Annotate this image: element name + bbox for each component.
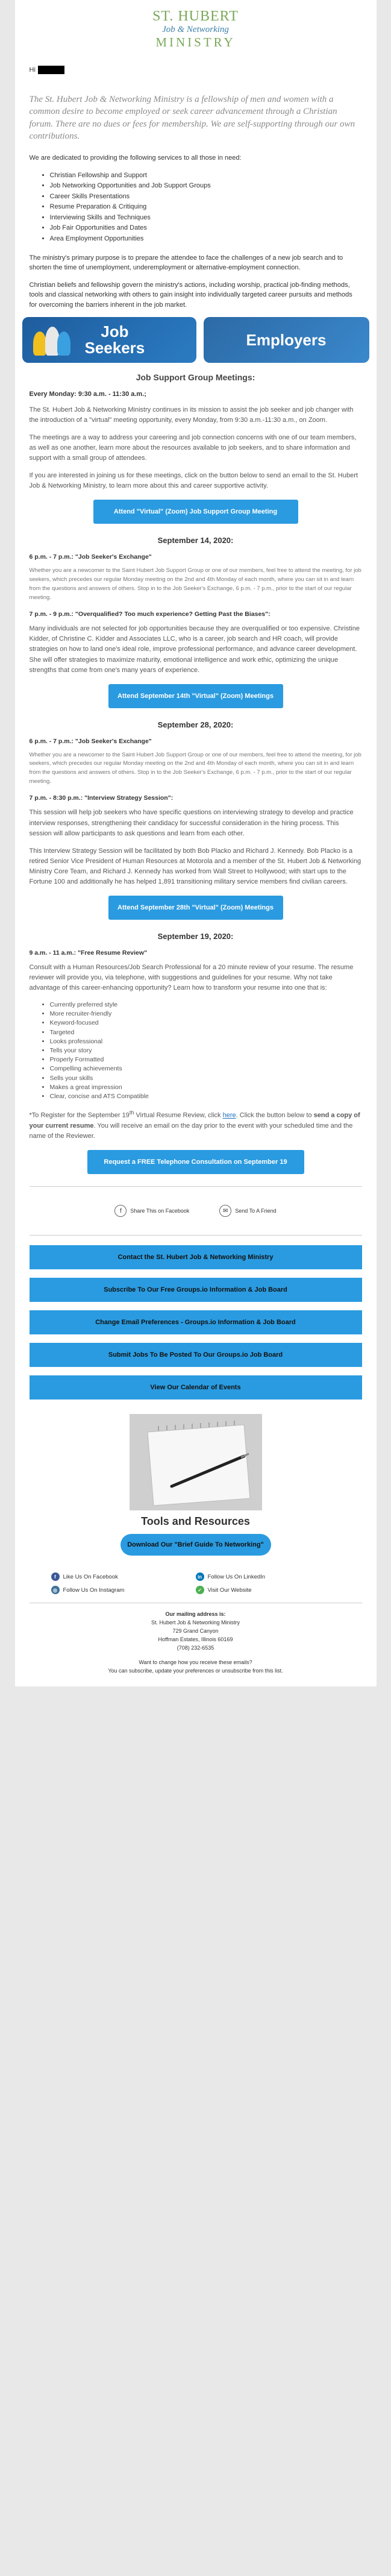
send-to-friend-label: Send To A Friend <box>235 1208 277 1214</box>
event-title: 7 p.m. - 8:30 p.m.: "Interview Strategy Session": <box>29 794 174 802</box>
register-text-b: Virtual Resume Review, click <box>134 1112 223 1119</box>
footer-line: (708) 232-6535 <box>177 1644 214 1651</box>
greeting: Hi <box>29 66 36 74</box>
support-schedule <box>30 391 362 398</box>
support-paragraph-2: The meetings are a way to address your careering and job connection concerns with one of our team members, as well as one another, learn more about the resources available to job seekers, and to share information and support with a small group of attendees. <box>29 434 357 462</box>
banner <box>15 317 377 363</box>
list-item: • Area Employment Opportunities <box>50 234 362 245</box>
job-seekers-banner[interactable] <box>22 317 196 363</box>
footer-address-label: Our mailing address is: <box>165 1611 226 1618</box>
list-item: • Targeted <box>50 1028 362 1037</box>
employers-label: Employers <box>246 330 327 349</box>
logo-line-1: ST. HUBERT <box>152 8 239 24</box>
change-preferences-button[interactable]: Change Email Preferences - Groups.io Information & Job Board <box>30 1310 362 1334</box>
people-icon <box>31 323 73 357</box>
instagram-link[interactable] <box>51 1586 196 1594</box>
employers-banner[interactable] <box>204 317 369 363</box>
logo-line-3: MINISTRY <box>155 35 236 49</box>
event-title: 9 a.m. - 11 a.m.: "Free Resume Review" <box>29 949 148 957</box>
date-heading-sep28: September 28, 2020: <box>157 720 234 729</box>
list-item: • Compelling achievements <box>50 1064 362 1073</box>
beliefs-text: Christian beliefs and fellowship govern the ministry's actions, including worship, practical job-finding methods, tools and classical networking with others to gain insight into individually targeted career pursuits and methods for overcoming the barriers inherent in the job market. <box>29 281 352 309</box>
attend-sep28-button[interactable]: Attend September 28th "Virtual" (Zoom) Meetings <box>108 896 283 920</box>
submit-jobs-button[interactable]: Submit Jobs To Be Posted To Our Groups.io Job Board <box>30 1343 362 1367</box>
job-seekers-line2: Seekers <box>84 339 145 357</box>
list-item: • Properly Formatted <box>50 1055 362 1064</box>
list-item: • Currently preferred style <box>50 1001 362 1010</box>
envelope-icon: ✉ <box>219 1205 231 1217</box>
social-links <box>15 1568 377 1603</box>
list-item: • Sells your skills <box>50 1074 362 1083</box>
instagram-icon: ◎ <box>51 1586 60 1594</box>
share-facebook-label: Share This on Facebook <box>130 1208 190 1214</box>
instagram-link-label: Follow Us On Instagram <box>63 1586 125 1594</box>
date-heading-sep19: September 19, 2020: <box>157 931 234 941</box>
footer-change-text: Want to change how you receive these emails? <box>139 1659 252 1665</box>
event-description: Whether you are a newcomer to the Saint Hubert Job Support Group or one of our members, feel free to attend the meeting, for job seekers, which precedes our regular Monday meeting on the 2nd and 4th Monday of each month, where you can sit in and learn from the questions and answers of others. Stop in to the Job Seeker's Exchange, 6 p.m. - 7 p.m., prior to the start of our regular meeting. <box>29 751 361 785</box>
website-link[interactable] <box>196 1586 340 1594</box>
register-text-d: . You will receive an email on the day prior to the event with your scheduled time and the name of the Reviewer. <box>29 1122 353 1140</box>
resume-qualities-list <box>50 1001 362 1101</box>
event-description: This session will help job seekers who have specific questions on interviewing strategy to develop and practice interview responses, strengthening their candidacy for successful consideration in the hiring process. This session will allow participants to ask questions and learn from each other. <box>29 809 354 837</box>
list-item: • Makes a great impression <box>50 1083 362 1092</box>
event-title: 7 p.m. - 9 p.m.: "Overqualified? Too much experience? Getting Past the Biases": <box>29 611 271 618</box>
event-title: 6 p.m. - 7 p.m.: "Job Seeker's Exchange" <box>29 737 152 745</box>
intro-text: The St. Hubert Job & Networking Ministry is a fellowship of men and women with a common desire to become employed or seek career advancement through a Christian forum. There are no dues or fees for membership. We are self-supporting through our own contributions. <box>29 95 355 141</box>
linkedin-link[interactable] <box>196 1572 340 1581</box>
tools-title: Tools and Resources <box>141 1515 250 1528</box>
divider <box>30 1235 362 1236</box>
date-heading-sep14: September 14, 2020: <box>157 536 234 545</box>
share-facebook[interactable] <box>114 1205 189 1217</box>
event-description: This Interview Strategy Session will be facilitated by both Bob Placko and Richard J. Kennedy. Bob Placko is a retired Senior Vice President of Human Resources at Motorola and a member of the St. Hubert Job & Networking Ministry Core Team, and Richard J. Kennedy has worked from Wall Street to Hollywood; with start ups to the Fortune 100 and additionally he has helped 1,891 transitioning military service members find civilian careers. <box>29 847 361 885</box>
list-item: • Keyword-focused <box>50 1019 362 1028</box>
list-item: • Resume Preparation & Critiquing <box>50 202 362 213</box>
send-to-friend[interactable] <box>219 1205 276 1217</box>
footer-unsubscribe-text: You can subscribe, update your preferences or unsubscribe from this list. <box>108 1667 283 1674</box>
job-seekers-line1: Job <box>101 322 129 341</box>
attend-support-group-button[interactable]: Attend "Virtual" (Zoom) Job Support Group Meeting <box>93 500 298 524</box>
contact-ministry-button[interactable]: Contact the St. Hubert Job & Networking Ministry <box>30 1245 362 1269</box>
services-list <box>50 171 362 245</box>
link-icon: ✓ <box>196 1586 204 1594</box>
schedule-label: Every Monday: <box>29 391 77 398</box>
list-item: • Job Networking Opportunities and Job Support Groups <box>50 181 362 192</box>
register-here-link[interactable]: here <box>222 1112 236 1119</box>
services-intro: We are dedicated to providing the following services to all those in need: <box>29 154 242 162</box>
event-description: Consult with a Human Resources/Job Search Professional for a 20 minute review of your resume. The resume reviewer will provide you, via telephone, with suggestions and guidelines for your resume. Why not take advantage of this career-enhancing opportunity? Learn how to transform your resume into one that is: <box>29 963 354 991</box>
register-text-bold: send a copy of your current resume <box>29 1112 360 1130</box>
divider <box>30 1186 362 1187</box>
support-paragraph-3: If you are interested in joining us for these meetings, click on the button below to send an email to the St. Hubert Job & Networking Ministry, to learn more about this and career supportive activity. <box>29 472 358 490</box>
facebook-icon: f <box>51 1572 60 1581</box>
support-title: Job Support Group Meetings: <box>136 372 255 383</box>
event-title: 6 p.m. - 7 p.m.: "Job Seeker's Exchange" <box>29 553 152 561</box>
list-item: • Tells your story <box>50 1046 362 1055</box>
purpose-text: The ministry's primary purpose is to prepare the attendee to face the challenges of a new job search and to shorten the time of unemployment, underemployment or alternative-employment connection. <box>29 254 343 272</box>
linkedin-icon: in <box>196 1572 204 1581</box>
register-text-a: *To Register for the September 19 <box>29 1112 130 1119</box>
event-description: Many individuals are not selected for job opportunities because they are overqualified or too expensive. Christine Kidder, of Christine C. Kidder and Associates LLC, who is a career, job search and HR coach, will provide strategies on how to land one's ideal role, improve professional performance, and advance career development. She will offer strategies to maximize maturity, emotional intelligence and work ethic, optimizing the unique strengths that come from one's many years of experience. <box>29 625 360 674</box>
greeting-row <box>15 57 377 77</box>
register-text-c: . Click the button below to <box>236 1112 314 1119</box>
event-description: Whether you are a newcomer to the Saint Hubert Job Support Group or one of our members, feel free to attend the meeting, for job seekers, which precedes our regular Monday meeting on the 2nd and 4th Monday of each month, where you can sit in and learn from the questions and answers of others. Stop in to the Job Seeker's Exchange, 6 p.m. - 7 p.m., prior to the start of our regular meeting. <box>29 567 361 601</box>
footer <box>15 1603 377 1686</box>
support-paragraph-1: The St. Hubert Job & Networking Ministry continues in its mission to assist the job seeker and job changer with the introduction of a "virtual" meeting opportunity, every Monday, from 9:30 a.m.-11:30 a.m., on Zoom. <box>29 406 354 424</box>
website-link-label: Visit Our Website <box>207 1586 252 1594</box>
logo <box>15 0 377 57</box>
download-guide-button[interactable]: Download Our "Brief Guide To Networking" <box>120 1534 271 1556</box>
share-row <box>15 1196 377 1225</box>
list-item: • Christian Fellowship and Support <box>50 171 362 181</box>
email-container <box>15 0 377 1686</box>
register-instructions <box>30 1108 362 1142</box>
footer-line: Hoffman Estates, Illinois 60169 <box>158 1636 233 1642</box>
register-superscript: th <box>129 1110 134 1116</box>
list-item: • Job Fair Opportunities and Dates <box>50 223 362 234</box>
redacted-name <box>38 66 64 74</box>
notebook-pen-image <box>130 1414 262 1510</box>
subscribe-groups-button[interactable]: Subscribe To Our Free Groups.io Information & Job Board <box>30 1278 362 1302</box>
list-item: • More recruiter-friendly <box>50 1010 362 1019</box>
list-item: • Looks professional <box>50 1037 362 1046</box>
attend-sep14-button[interactable]: Attend September 14th "Virtual" (Zoom) Meetings <box>108 684 283 708</box>
footer-line: St. Hubert Job & Networking Ministry <box>151 1619 240 1626</box>
request-consultation-button[interactable]: Request a FREE Telephone Consultation on September 19 <box>87 1150 304 1174</box>
list-item: • Clear, concise and ATS Compatible <box>50 1092 362 1101</box>
facebook-icon: f <box>114 1205 127 1217</box>
footer-line: 729 Grand Canyon <box>172 1628 219 1635</box>
facebook-link[interactable] <box>51 1572 196 1581</box>
schedule-time: 9:30 a.m. - 11:30 a.m.; <box>78 391 146 398</box>
list-item: • Interviewing Skills and Techniques <box>50 213 362 224</box>
view-calendar-button[interactable]: View Our Calendar of Events <box>30 1375 362 1400</box>
facebook-link-label: Like Us On Facebook <box>63 1573 118 1580</box>
list-item: • Career Skills Presentations <box>50 192 362 203</box>
linkedin-link-label: Follow Us On LinkedIn <box>207 1573 266 1580</box>
logo-line-2: Job & Networking <box>162 25 229 34</box>
